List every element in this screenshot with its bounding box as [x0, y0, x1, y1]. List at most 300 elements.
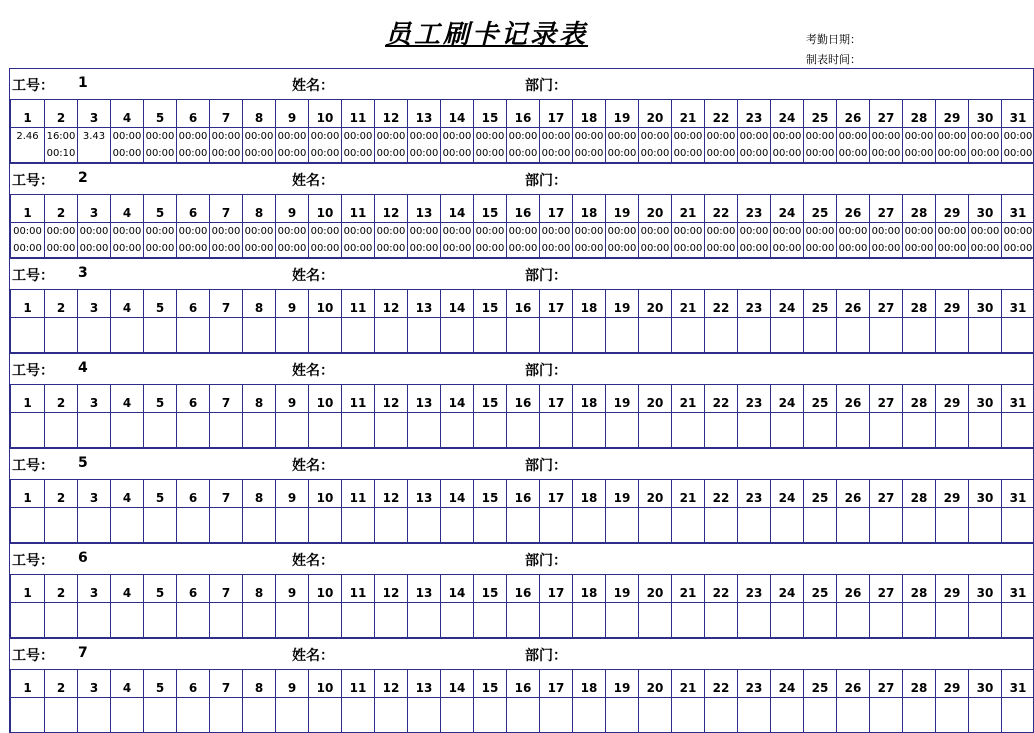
day-number: 20	[639, 195, 672, 223]
punch-cell[interactable]: 00:00	[573, 128, 606, 146]
punch-cell[interactable]: 00:00	[969, 223, 1002, 241]
punch-cell[interactable]	[11, 698, 45, 733]
punch-cell[interactable]	[903, 508, 936, 543]
punch-cell[interactable]	[210, 698, 243, 733]
punch-cell[interactable]	[210, 603, 243, 638]
punch-cell[interactable]	[606, 698, 639, 733]
punch-cell[interactable]: 00:00	[45, 240, 78, 258]
punch-cell[interactable]	[573, 508, 606, 543]
punch-cell[interactable]	[903, 318, 936, 353]
punch-cell[interactable]	[672, 318, 705, 353]
punch-cell[interactable]: 00:00	[210, 145, 243, 163]
punch-cell[interactable]	[45, 318, 78, 353]
day-number: 26	[837, 385, 870, 413]
punch-cell[interactable]: 00:00	[738, 145, 771, 163]
punch-cell[interactable]	[672, 413, 705, 448]
punch-cell[interactable]	[738, 603, 771, 638]
punch-cell[interactable]	[375, 698, 408, 733]
punch-cell[interactable]	[837, 698, 870, 733]
punch-cell[interactable]	[804, 413, 837, 448]
punch-cell[interactable]: 00:00	[969, 128, 1002, 146]
punch-cell[interactable]: 00:00	[111, 240, 144, 258]
punch-cell[interactable]	[540, 318, 573, 353]
punch-cell[interactable]	[804, 698, 837, 733]
punch-cell[interactable]: 00:00	[837, 128, 870, 146]
punch-cell[interactable]	[738, 508, 771, 543]
punch-cell[interactable]	[1002, 698, 1034, 733]
punch-cell[interactable]: 00:00	[342, 240, 375, 258]
day-number: 18	[573, 385, 606, 413]
punch-cell[interactable]	[606, 603, 639, 638]
punch-cell[interactable]	[210, 413, 243, 448]
punch-cell[interactable]	[342, 603, 375, 638]
punch-cell[interactable]	[144, 413, 177, 448]
punch-cell[interactable]	[705, 318, 738, 353]
day-number: 12	[375, 670, 408, 698]
punch-cell[interactable]	[507, 318, 540, 353]
punch-cell[interactable]: 00:00	[474, 145, 507, 163]
punch-cell[interactable]	[309, 318, 342, 353]
punch-cell[interactable]: 00:00	[474, 223, 507, 241]
punch-cell[interactable]	[408, 413, 441, 448]
punch-cell[interactable]: 16:00	[45, 128, 78, 146]
day-number: 16	[507, 480, 540, 508]
punch-cell[interactable]	[540, 698, 573, 733]
punch-cell[interactable]: 00:00	[177, 145, 210, 163]
punch-cell[interactable]: 00:00	[375, 145, 408, 163]
punch-cell[interactable]: 00:00	[837, 223, 870, 241]
punch-cell[interactable]: 00:10	[45, 145, 78, 163]
punch-cell[interactable]: 00:00	[408, 128, 441, 146]
punch-cell[interactable]	[309, 413, 342, 448]
punch-cell[interactable]	[111, 698, 144, 733]
punch-cell[interactable]	[936, 508, 969, 543]
punch-cell[interactable]: 00:00	[276, 240, 309, 258]
punch-cell[interactable]: 00:00	[408, 240, 441, 258]
punch-cell[interactable]: 00:00	[177, 128, 210, 146]
punch-cell[interactable]: 00:00	[738, 240, 771, 258]
punch-cell[interactable]	[870, 318, 903, 353]
department-label: 部门：	[525, 360, 567, 380]
punch-cell[interactable]	[1002, 318, 1034, 353]
punch-cell[interactable]	[243, 413, 276, 448]
punch-cell[interactable]	[540, 603, 573, 638]
punch-cell[interactable]: 00:00	[837, 145, 870, 163]
punch-cell[interactable]	[804, 318, 837, 353]
punch-cell[interactable]	[969, 413, 1002, 448]
day-number: 26	[837, 290, 870, 318]
punch-cell[interactable]: 00:00	[705, 223, 738, 241]
punch-cell[interactable]: 00:00	[309, 240, 342, 258]
punch-cell[interactable]: 00:00	[870, 223, 903, 241]
punch-cell[interactable]: 2.46	[11, 128, 45, 146]
punch-cell[interactable]	[144, 603, 177, 638]
punch-cell[interactable]: 00:00	[738, 223, 771, 241]
punch-cell[interactable]	[738, 413, 771, 448]
punch-cell[interactable]: 00:00	[111, 145, 144, 163]
punch-cell[interactable]	[11, 413, 45, 448]
punch-cell[interactable]: 00:00	[408, 145, 441, 163]
punch-cell[interactable]: 00:00	[177, 223, 210, 241]
punch-cell[interactable]	[507, 413, 540, 448]
punch-cell[interactable]: 00:00	[210, 128, 243, 146]
punch-cell[interactable]: 00:00	[672, 223, 705, 241]
punch-cell[interactable]	[837, 318, 870, 353]
employee-header	[10, 448, 1033, 479]
punch-cell[interactable]: 3.43	[78, 128, 111, 146]
punch-cell[interactable]	[45, 603, 78, 638]
punch-cell[interactable]	[1002, 413, 1034, 448]
punch-cell[interactable]: 00:00	[870, 240, 903, 258]
punch-cell[interactable]: 00:00	[276, 223, 309, 241]
punch-cell[interactable]	[144, 318, 177, 353]
punch-cell[interactable]	[144, 508, 177, 543]
punch-cell[interactable]: 00:00	[936, 145, 969, 163]
punch-cell[interactable]	[309, 698, 342, 733]
punch-cell[interactable]	[11, 318, 45, 353]
punch-cell[interactable]	[903, 413, 936, 448]
punch-cell[interactable]: 00:00	[705, 145, 738, 163]
punch-cell[interactable]	[837, 508, 870, 543]
day-number: 14	[441, 480, 474, 508]
punch-cell[interactable]: 00:00	[540, 223, 573, 241]
punch-cell[interactable]	[441, 698, 474, 733]
punch-cell[interactable]: 00:00	[639, 145, 672, 163]
punch-cell[interactable]: 00:00	[804, 145, 837, 163]
punch-cell[interactable]: 00:00	[243, 145, 276, 163]
punch-cell[interactable]: 00:00	[375, 240, 408, 258]
punch-cell[interactable]	[672, 698, 705, 733]
punch-cell[interactable]	[738, 318, 771, 353]
punch-cell[interactable]	[672, 603, 705, 638]
punch-cell[interactable]	[903, 603, 936, 638]
punch-cell[interactable]: 00:00	[705, 240, 738, 258]
punch-cell[interactable]: 00:00	[606, 128, 639, 146]
punch-cell[interactable]: 00:00	[441, 223, 474, 241]
punch-cell[interactable]: 00:00	[573, 223, 606, 241]
punch-cell[interactable]: 00:00	[111, 223, 144, 241]
punch-cell[interactable]: 00:00	[573, 145, 606, 163]
punch-cell[interactable]	[342, 318, 375, 353]
punch-cell[interactable]: 00:00	[837, 240, 870, 258]
punch-cell[interactable]: 00:00	[474, 240, 507, 258]
punch-cell[interactable]	[837, 413, 870, 448]
punch-cell[interactable]	[771, 603, 804, 638]
punch-cell[interactable]	[243, 318, 276, 353]
punch-cell[interactable]: 00:00	[1002, 223, 1034, 241]
punch-cell[interactable]	[11, 508, 45, 543]
employee-header	[10, 543, 1033, 574]
punch-cell[interactable]	[177, 603, 210, 638]
day-grid	[10, 99, 1034, 163]
employee-name-label: 姓名：	[292, 550, 334, 570]
punch-cell[interactable]: 00:00	[507, 240, 540, 258]
punch-cell[interactable]: 00:00	[540, 145, 573, 163]
punch-cell[interactable]: 00:00	[11, 223, 45, 241]
punch-cell[interactable]	[78, 603, 111, 638]
punch-cell[interactable]	[408, 698, 441, 733]
day-number: 4	[111, 575, 144, 603]
punch-cell[interactable]	[111, 318, 144, 353]
punch-cell[interactable]: 00:00	[540, 128, 573, 146]
punch-cell[interactable]	[408, 603, 441, 638]
punch-cell[interactable]: 00:00	[1002, 128, 1034, 146]
punch-cell[interactable]: 00:00	[672, 145, 705, 163]
punch-cell[interactable]	[870, 508, 903, 543]
punch-cell[interactable]	[78, 698, 111, 733]
punch-cell[interactable]	[771, 318, 804, 353]
punch-cell[interactable]: 00:00	[870, 145, 903, 163]
punch-cell[interactable]: 00:00	[639, 128, 672, 146]
punch-cell[interactable]	[639, 318, 672, 353]
punch-cell[interactable]	[936, 698, 969, 733]
punch-cell[interactable]: 00:00	[210, 240, 243, 258]
punch-cell[interactable]: 00:00	[441, 240, 474, 258]
punch-cell[interactable]	[507, 603, 540, 638]
punch-cell[interactable]	[936, 318, 969, 353]
punch-cell[interactable]: 00:00	[804, 223, 837, 241]
punch-cell[interactable]	[210, 508, 243, 543]
day-number: 25	[804, 480, 837, 508]
punch-cell[interactable]	[573, 413, 606, 448]
punch-cell[interactable]: 00:00	[243, 223, 276, 241]
punch-cell[interactable]	[210, 318, 243, 353]
day-number: 5	[144, 195, 177, 223]
punch-cell[interactable]: 00:00	[144, 145, 177, 163]
punch-cell[interactable]	[705, 413, 738, 448]
punch-cell[interactable]	[408, 318, 441, 353]
punch-cell[interactable]	[474, 413, 507, 448]
punch-cell[interactable]: 00:00	[342, 145, 375, 163]
punch-cell[interactable]	[804, 508, 837, 543]
punch-cell[interactable]: 00:00	[672, 240, 705, 258]
punch-cell[interactable]	[177, 698, 210, 733]
punch-cell[interactable]: 00:00	[903, 223, 936, 241]
punch-cell[interactable]	[936, 603, 969, 638]
punch-cell[interactable]	[474, 698, 507, 733]
punch-cell[interactable]: 00:00	[639, 223, 672, 241]
punch-cell[interactable]	[309, 508, 342, 543]
punch-cell[interactable]: 00:00	[474, 128, 507, 146]
punch-cell[interactable]: 00:00	[111, 128, 144, 146]
punch-cell[interactable]	[177, 413, 210, 448]
punch-cell[interactable]: 00:00	[78, 223, 111, 241]
punch-cell[interactable]	[870, 413, 903, 448]
punch-cell[interactable]	[177, 318, 210, 353]
punch-cell[interactable]	[441, 413, 474, 448]
punch-cell[interactable]: 00:00	[606, 223, 639, 241]
punch-cell[interactable]	[45, 698, 78, 733]
punch-cell[interactable]	[606, 508, 639, 543]
punch-cell[interactable]	[969, 603, 1002, 638]
punch-cell[interactable]: 00:00	[903, 145, 936, 163]
punch-cell[interactable]: 00:00	[243, 128, 276, 146]
punch-cell[interactable]: 00:00	[408, 223, 441, 241]
punch-cell[interactable]: 00:00	[276, 145, 309, 163]
punch-cell[interactable]	[375, 318, 408, 353]
punch-cell[interactable]: 00:00	[243, 240, 276, 258]
punch-cell[interactable]: 00:00	[177, 240, 210, 258]
punch-cell[interactable]	[144, 698, 177, 733]
punch-cell[interactable]	[78, 318, 111, 353]
punch-cell[interactable]	[573, 603, 606, 638]
punch-cell[interactable]: 00:00	[144, 223, 177, 241]
punch-cell[interactable]	[11, 145, 45, 163]
punch-cell[interactable]: 00:00	[144, 240, 177, 258]
punch-cell[interactable]: 00:00	[771, 223, 804, 241]
punch-cell[interactable]	[111, 508, 144, 543]
punch-cell[interactable]	[573, 318, 606, 353]
punch-cell[interactable]	[309, 603, 342, 638]
punch-cell[interactable]: 00:00	[936, 223, 969, 241]
day-header-row	[11, 670, 1034, 698]
punch-cell[interactable]	[375, 413, 408, 448]
day-number: 18	[573, 670, 606, 698]
punch-cell[interactable]	[771, 508, 804, 543]
punch-cell[interactable]: 00:00	[507, 128, 540, 146]
punch-cell[interactable]	[936, 413, 969, 448]
punch-cell[interactable]: 00:00	[606, 240, 639, 258]
punch-cell[interactable]: 00:00	[375, 223, 408, 241]
punch-cell[interactable]: 00:00	[606, 145, 639, 163]
punch-cell[interactable]	[870, 603, 903, 638]
day-number: 3	[78, 290, 111, 318]
punch-cell[interactable]	[111, 413, 144, 448]
punch-cell[interactable]: 00:00	[342, 128, 375, 146]
punch-cell[interactable]: 00:00	[144, 128, 177, 146]
employee-id-label: 工号：	[12, 265, 54, 285]
punch-cell[interactable]	[705, 603, 738, 638]
punch-cell[interactable]	[606, 318, 639, 353]
punch-cell[interactable]: 00:00	[969, 145, 1002, 163]
punch-cell[interactable]	[375, 603, 408, 638]
punch-cell[interactable]: 00:00	[441, 145, 474, 163]
punch-cell[interactable]: 00:00	[276, 128, 309, 146]
punch-cell[interactable]: 00:00	[441, 128, 474, 146]
punch-cell[interactable]	[45, 508, 78, 543]
punch-cell[interactable]: 00:00	[507, 145, 540, 163]
punch-cell[interactable]	[342, 698, 375, 733]
punch-cell[interactable]	[474, 318, 507, 353]
punch-cell[interactable]	[969, 508, 1002, 543]
punch-cell[interactable]	[408, 508, 441, 543]
punch-cell[interactable]	[342, 508, 375, 543]
punch-cell[interactable]	[705, 508, 738, 543]
punch-cell[interactable]	[540, 413, 573, 448]
punch-cell[interactable]	[507, 698, 540, 733]
punch-cell[interactable]: 00:00	[738, 128, 771, 146]
punch-cell[interactable]: 00:00	[309, 145, 342, 163]
punch-cell[interactable]	[441, 603, 474, 638]
punch-cell[interactable]: 00:00	[804, 240, 837, 258]
day-number: 18	[573, 100, 606, 128]
punch-cell[interactable]	[837, 603, 870, 638]
punch-cell[interactable]	[969, 318, 1002, 353]
punch-cell[interactable]: 00:00	[309, 223, 342, 241]
punch-cell[interactable]: 00:00	[969, 240, 1002, 258]
attendance-date-label: 考勤日期：	[806, 31, 861, 47]
punch-cell[interactable]	[903, 698, 936, 733]
punch-cell[interactable]: 00:00	[11, 240, 45, 258]
punch-cell[interactable]: 00:00	[705, 128, 738, 146]
punch-cell[interactable]: 00:00	[870, 128, 903, 146]
punch-cell[interactable]: 00:00	[1002, 240, 1034, 258]
punch-cell[interactable]	[441, 508, 474, 543]
punch-cell[interactable]	[342, 413, 375, 448]
punch-cell[interactable]	[804, 603, 837, 638]
punch-cell[interactable]	[573, 698, 606, 733]
punch-cell[interactable]	[276, 413, 309, 448]
punch-cell[interactable]	[243, 508, 276, 543]
punch-cell[interactable]	[672, 508, 705, 543]
punch-cell[interactable]: 00:00	[936, 128, 969, 146]
punch-cell[interactable]: 00:00	[309, 128, 342, 146]
punch-cell[interactable]	[276, 318, 309, 353]
punch-cell[interactable]	[111, 603, 144, 638]
punch-cell[interactable]: 00:00	[78, 240, 111, 258]
punch-cell[interactable]	[771, 698, 804, 733]
punch-cell[interactable]	[1002, 508, 1034, 543]
punch-cell[interactable]	[639, 603, 672, 638]
punch-cell[interactable]: 00:00	[507, 223, 540, 241]
punch-cell[interactable]	[78, 508, 111, 543]
punch-cell[interactable]: 00:00	[771, 128, 804, 146]
punch-cell[interactable]: 00:00	[45, 223, 78, 241]
punch-cell[interactable]	[639, 698, 672, 733]
punch-cell[interactable]	[1002, 603, 1034, 638]
punch-cell[interactable]	[243, 603, 276, 638]
punch-cell[interactable]	[11, 603, 45, 638]
punch-cell[interactable]	[78, 413, 111, 448]
punch-cell[interactable]	[969, 698, 1002, 733]
punch-cell[interactable]	[639, 508, 672, 543]
punch-cell[interactable]	[507, 508, 540, 543]
punch-cell[interactable]	[606, 413, 639, 448]
punch-cell[interactable]	[639, 413, 672, 448]
punch-cell[interactable]: 00:00	[639, 240, 672, 258]
punch-cell[interactable]	[276, 698, 309, 733]
punch-cell[interactable]	[474, 603, 507, 638]
punch-cell[interactable]: 00:00	[771, 240, 804, 258]
punch-cell[interactable]	[45, 413, 78, 448]
punch-cell[interactable]	[540, 508, 573, 543]
punch-cell[interactable]: 00:00	[936, 240, 969, 258]
punch-cell[interactable]	[738, 698, 771, 733]
punch-cell[interactable]	[771, 413, 804, 448]
punch-cell[interactable]: 00:00	[804, 128, 837, 146]
punch-cell[interactable]	[276, 508, 309, 543]
punch-cell[interactable]: 00:00	[540, 240, 573, 258]
punch-cell[interactable]	[177, 508, 210, 543]
punch-cell[interactable]	[705, 698, 738, 733]
punch-cell[interactable]: 00:00	[342, 223, 375, 241]
punch-cell[interactable]: 00:00	[903, 240, 936, 258]
punch-cell[interactable]: 00:00	[672, 128, 705, 146]
punch-cell[interactable]	[474, 508, 507, 543]
punch-cell[interactable]	[276, 603, 309, 638]
punch-cell[interactable]: 00:00	[210, 223, 243, 241]
punch-cell[interactable]: 00:00	[375, 128, 408, 146]
punch-cell[interactable]: 00:00	[771, 145, 804, 163]
punch-cell[interactable]: 00:00	[573, 240, 606, 258]
punch-cell[interactable]: 00:00	[1002, 145, 1034, 163]
punch-cell[interactable]	[870, 698, 903, 733]
punch-cell[interactable]	[441, 318, 474, 353]
punch-cell[interactable]	[375, 508, 408, 543]
punch-cell[interactable]	[243, 698, 276, 733]
punch-cell[interactable]: 00:00	[903, 128, 936, 146]
punch-cell[interactable]	[78, 145, 111, 163]
